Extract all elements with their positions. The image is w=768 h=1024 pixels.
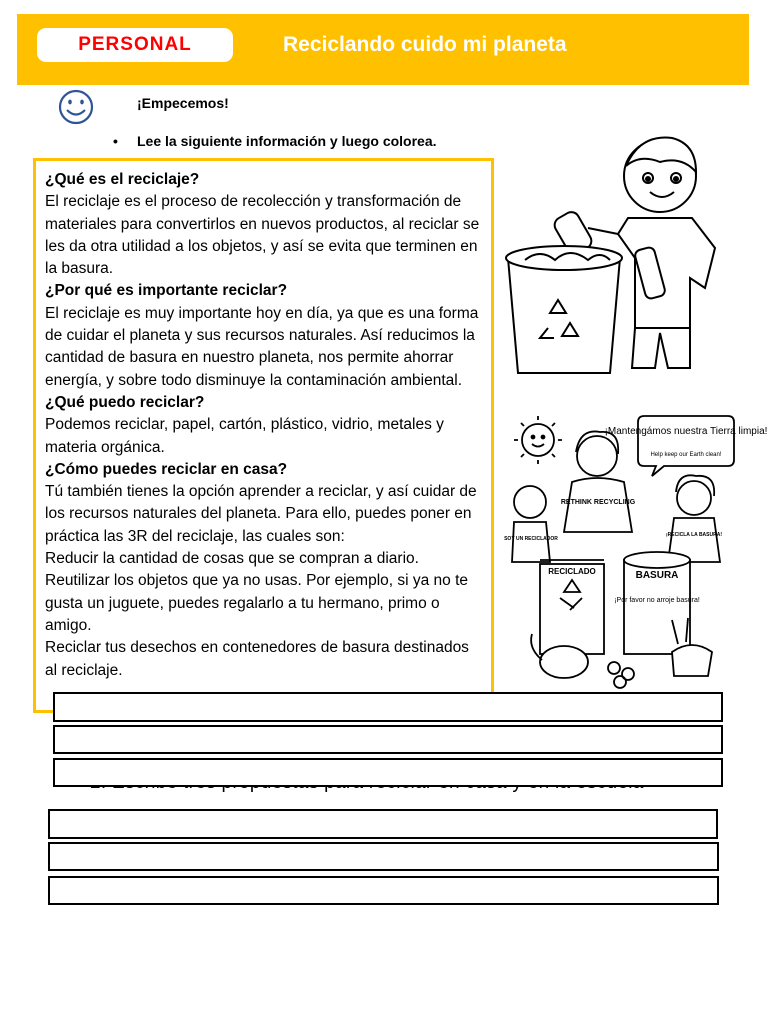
answer-paragraph: El reciclaje es muy importante hoy en día, ya que es una forma de cuidar el planeta y sus recursos naturales. Así reducimos la cantidad de basura en nuestro planeta, nos permite ahorrar energía, y sobre todo disminuye la contaminación ambiental.	[45, 304, 479, 389]
bullet: •	[113, 133, 118, 149]
answer-line-2[interactable]	[53, 725, 723, 754]
kid-left-shirt-text: SOY UN RECICLADOR	[504, 536, 558, 542]
boy-recycling-illustration	[500, 128, 730, 383]
kid-right-shirt-text: ¡RECICLA LA BASURA!	[665, 532, 723, 538]
instruction	[113, 133, 437, 149]
proposal-line-3[interactable]	[48, 876, 719, 905]
page-title: Reciclando cuido mi planeta	[283, 33, 567, 56]
recycle-item: Reciclar tus desechos en contenedores de basura destinados al reciclaje.	[45, 639, 469, 679]
reuse-item: Reutilizar los objetos que ya no usas. Por ejemplo, si ya no te gusta un juguete, puedes regalarlo a tu hermano, primo o amigo.	[45, 572, 469, 634]
proposal-line-1[interactable]	[48, 809, 718, 839]
reduce-item: Reducir la cantidad de cosas que se compran a diario.	[45, 550, 419, 568]
answer-line-3[interactable]	[53, 758, 723, 787]
smiley-icon	[57, 88, 95, 126]
bin-label-trash: BASURA	[635, 570, 679, 581]
lead-text: ¡Empecemos!	[137, 95, 229, 111]
speech-bubble-subtext: Help keep our Earth clean!	[650, 452, 722, 458]
speech-bubble-text: ¡Mantengámos nuestra Tierra limpia!	[604, 426, 768, 437]
question-heading: ¿Cómo puedes reciclar en casa?	[45, 460, 288, 478]
info-box	[33, 158, 494, 713]
question-heading: ¿Qué puedo reciclar?	[45, 393, 205, 411]
answer-paragraph: Tú también tienes la opción aprender a reciclar, y así cuidar de los recursos naturales del planeta. Para ello, puedes poner en práctica las 3R del reciclaje, las cuales son:	[45, 483, 477, 545]
bin-label-recycled: RECICLADO	[548, 567, 596, 576]
area-badge: PERSONAL	[37, 28, 233, 62]
shirt-text: RETHINK RECYCLING	[560, 499, 636, 506]
question-heading: ¿Por qué es importante reciclar?	[45, 282, 288, 300]
question-heading: ¿Qué es el reciclaje?	[45, 171, 200, 188]
kids-recycling-illustration	[502, 412, 768, 697]
answer-paragraph: El reciclaje es el proceso de recolección y transformación de materiales para convertirlos en nuevos productos, al reciclar se les da otra utilidad a los objetos, y así se evita que terminen en la basura.	[45, 193, 480, 278]
bin-trash-text: ¡Por favor no arroje basura!	[614, 597, 700, 604]
answer-paragraph: Podemos reciclar, papel, cartón, plástico, vidrio, metales y materia orgánica.	[45, 416, 444, 456]
answer-line-1[interactable]	[53, 692, 723, 722]
proposal-line-2[interactable]	[48, 842, 719, 871]
instruction-text: Lee la siguiente información y luego colorea.	[137, 133, 437, 149]
